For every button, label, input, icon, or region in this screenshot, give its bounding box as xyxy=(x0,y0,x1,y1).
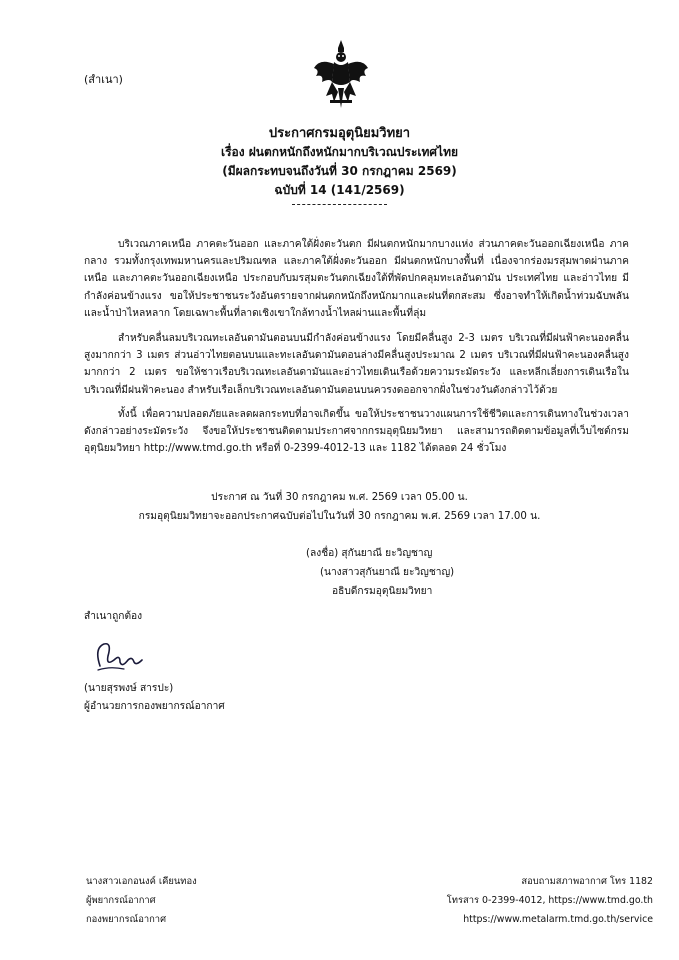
paragraph-safety: ทั้งนี้ เพื่อความปลอดภัยและลดผลกระทบที่อาจเกิดขึ้น ขอให้ประชาชนวางแผนการใช้ชีวิตและการเดินทางในช่วงเวลาดังกล่าวอย่างระมัดระวัง จึงขอให้ประชาชนติดตามประกาศจากกรมอุตุนิยมวิทยา และสามารถติดตามข้อมูลที่เว็บไซต์กรมอุตุนิยมวิทยา http://www.tmd.go.th หรือที่ 0-2399-4012-13 และ 1182 ได้ตลอด 24 ชั่วโมง xyxy=(84,409,629,455)
certifier-name: (นายสุรพงษ์ สารปะ) xyxy=(84,683,174,694)
header xyxy=(0,124,679,211)
signer-position: อธิบดีกรมอุตุนิยมวิทยา xyxy=(332,586,433,597)
forecaster-division: กองพยากรณ์อากาศ xyxy=(86,914,167,925)
contact-fax-website: โทรสาร 0-2399-4012, https://www.tmd.go.th xyxy=(446,895,653,906)
signed-by: (ลงชื่อ) สุกันยาณี ยะวิญชาญ xyxy=(306,548,433,559)
announcement-issue-number: ฉบับที่ 14 (141/2569) xyxy=(274,183,405,197)
copy-label: (สำเนา) xyxy=(84,73,123,86)
announcement-title: ประกาศกรมอุตุนิยมวิทยา xyxy=(268,126,411,141)
footer-forecaster xyxy=(86,872,197,929)
contact-metalarm-link: https://www.metalarm.tmd.go.th/service xyxy=(463,914,653,925)
handwritten-signature-icon xyxy=(90,636,146,676)
garuda-emblem-icon xyxy=(312,38,370,110)
footer-contact xyxy=(447,872,653,929)
signature-block xyxy=(0,544,679,601)
announcement-effect-date: (มีผลกระทบจนถึงวันที่ 30 กรกฎาคม 2569) xyxy=(222,164,457,178)
certifier-position: ผู้อำนวยการกองพยากรณ์อากาศ xyxy=(84,701,225,712)
next-announcement: กรมอุตุนิยมวิทยาจะออกประกาศฉบับต่อไปในวันที่ 30 กรกฎาคม พ.ศ. 2569 เวลา 17.00 น. xyxy=(138,511,541,522)
forecaster-title: ผู้พยากรณ์อากาศ xyxy=(86,895,156,906)
header-divider xyxy=(292,204,387,211)
announce-date: ประกาศ ณ วันที่ 30 กรกฎาคม พ.ศ. 2569 เวลา 05.00 น. xyxy=(211,492,468,503)
paragraph-rain: บริเวณภาคเหนือ ภาคตะวันออก และภาคใต้ฝั่งตะวันตก มีฝนตกหนักมากบางแห่ง ส่วนภาคตะวันออกเฉียงเหนือ ภาคกลาง รวมทั้งกรุงเทพมหานครและปริมณฑล และภาคใต้ฝั่งตะวันออก มีฝนตกหนักบางพื้นที่ เนื่องจากร่องมรสุมพาดผ่านภาคเหนือ และภาคตะวันออกเฉียงเหนือ ประกอบกับมรสุมตะวันตกเฉียงใต้ที่พัดปกคลุมทะเลอันดามัน ประเทศไทย และอ่าวไทย มีกำลังค่อนข้างแรง ขอให้ประชาชนระวังอันตรายจากฝนตกหนักถึงหนักมากและฝนที่ตกสะสม ซึ่งอาจทำให้เกิดน้ำท่วมฉับพลัน และน้ำป่าไหลหลาก โดยเฉพาะพื้นที่ลาดเชิงเขาใกล้ทางน้ำไหลผ่านและพื้นที่ลุ่ม xyxy=(84,239,629,319)
certifier-block xyxy=(84,680,225,716)
announce-block xyxy=(0,488,679,526)
paragraph-waves: สำหรับคลื่นลมบริเวณทะเลอันดามันตอนบนมีกำลังค่อนข้างแรง โดยมีคลื่นสูง 2-3 เมตร บริเวณที่มีฝนฟ้าคะนองคลื่นสูงมากกว่า 3 เมตร ส่วนอ่าวไทยตอนบนและทะเลอันดามันตอนล่างมีคลื่นสูงประมาณ 2 เมตร บริเวณที่มีฝนฟ้าคะนองคลื่นสูงมากกว่า 2 เมตร ขอให้ชาวเรือบริเวณทะเลอันดามันและอ่าวไทยเดินเรือด้วยความระมัดระวัง และหลีกเลี่ยงการเดินเรือในบริเวณที่มีฝนฟ้าคะนอง สำหรับเรือเล็กบริเวณทะเลอันดามันตอนบนควรงดออกจากฝั่งในช่วงวันดังกล่าวไว้ด้วย xyxy=(84,333,629,396)
contact-hotline: สอบถามสภาพอากาศ โทร 1182 xyxy=(521,876,653,887)
certified-copy-label: สำเนาถูกต้อง xyxy=(84,611,143,622)
announcement-subject: เรื่อง ฝนตกหนักถึงหนักมากบริเวณประเทศไทย xyxy=(220,145,459,159)
forecaster-name: นางสาวเอกอนงค์ เคียนทอง xyxy=(86,876,197,887)
signer-name: (นางสาวสุกันยาณี ยะวิญชาญ) xyxy=(320,567,455,578)
